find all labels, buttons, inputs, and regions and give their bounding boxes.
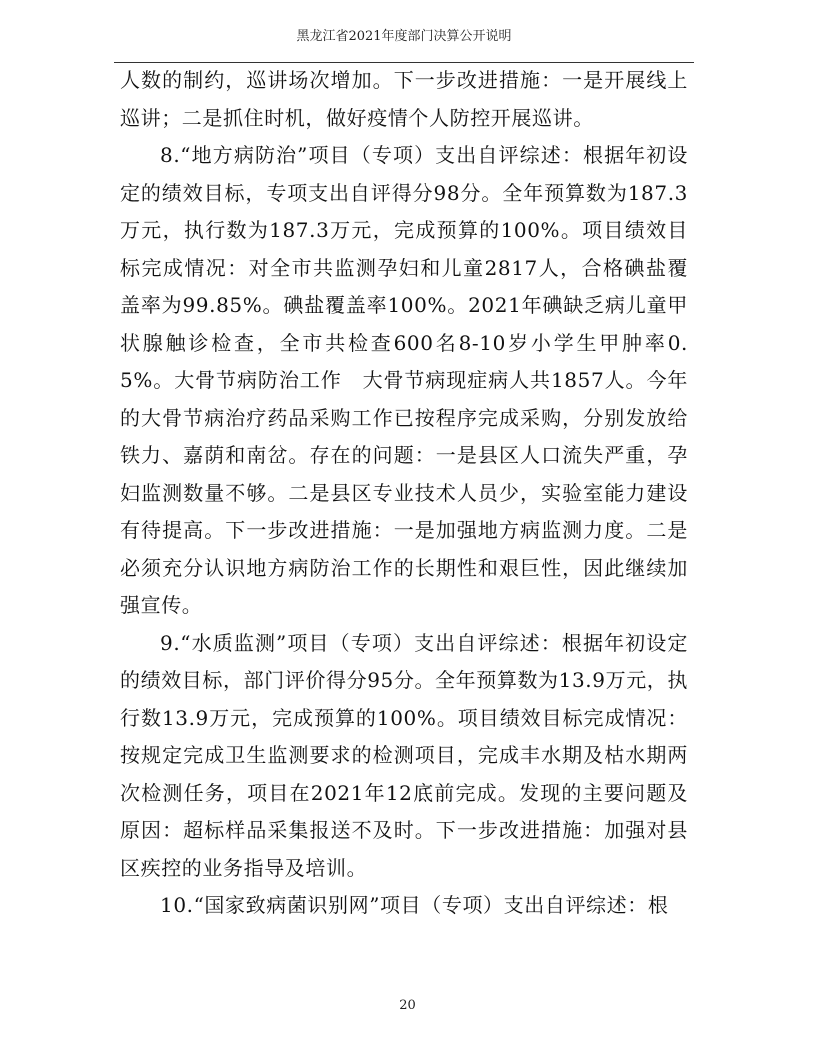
paragraph-item-10: 10.“国家致病菌识别网”项目（专项）支出自评综述：根 <box>160 893 669 917</box>
page-header: 黑龙江省2021年度部门决算公开说明 <box>296 29 512 44</box>
document-body <box>120 62 688 925</box>
page-number: 20 <box>399 998 416 1013</box>
paragraph-item-9: 9.“水质监测”项目（专项）支出自评综述：根据年初设定的绩效目标，部门评价得分95分。全年预算数为13.9万元，执行数13.9万元，完成预算的100%。项目绩效目标完成情况：按规定完成卫生监测要求的检测项目，完成丰水期及枯水期两次检测任务，项目在2021年12底前完成。发现的主要问题及原因：超标样品采集报送不及时。下一步改进措施：加强对县区疾控的业务指导及培训。 <box>120 630 688 880</box>
paragraph-item-8: 8.“地方病防治”项目（专项）支出自评综述：根据年初设定的绩效目标，专项支出自评得分98分。全年预算数为187.3万元，执行数为187.3万元，完成预算的100%。项目绩效目标完成情况：对全市共监测孕妇和儿童2817人，合格碘盐覆盖率为99.85%。碘盐覆盖率100%。2021年碘缺乏病儿童甲状腺触诊检查，全市共检查600名8-10岁小学生甲肿率0.5%。大骨节病防治工作 大骨节病现症病人共1857人。今年的大骨节病治疗药品采购工作已按程序完成采购，分别发放给铁力、嘉荫和南岔。存在的问题：一是县区人口流失严重，孕妇监测数量不够。二是县区专业技术人员少，实验室能力建设有待提高。下一步改进措施：一是加强地方病监测力度。二是 必须充分认识地方病防治工作的长期性和艰巨性，因此继续加强宣传。 <box>120 143 688 617</box>
paragraph-continuation: 人数的制约，巡讲场次增加。下一步改进措施：一是开展线上巡讲；二是抓住时机，做好疫情个人防控开展巡讲。 <box>120 68 688 130</box>
